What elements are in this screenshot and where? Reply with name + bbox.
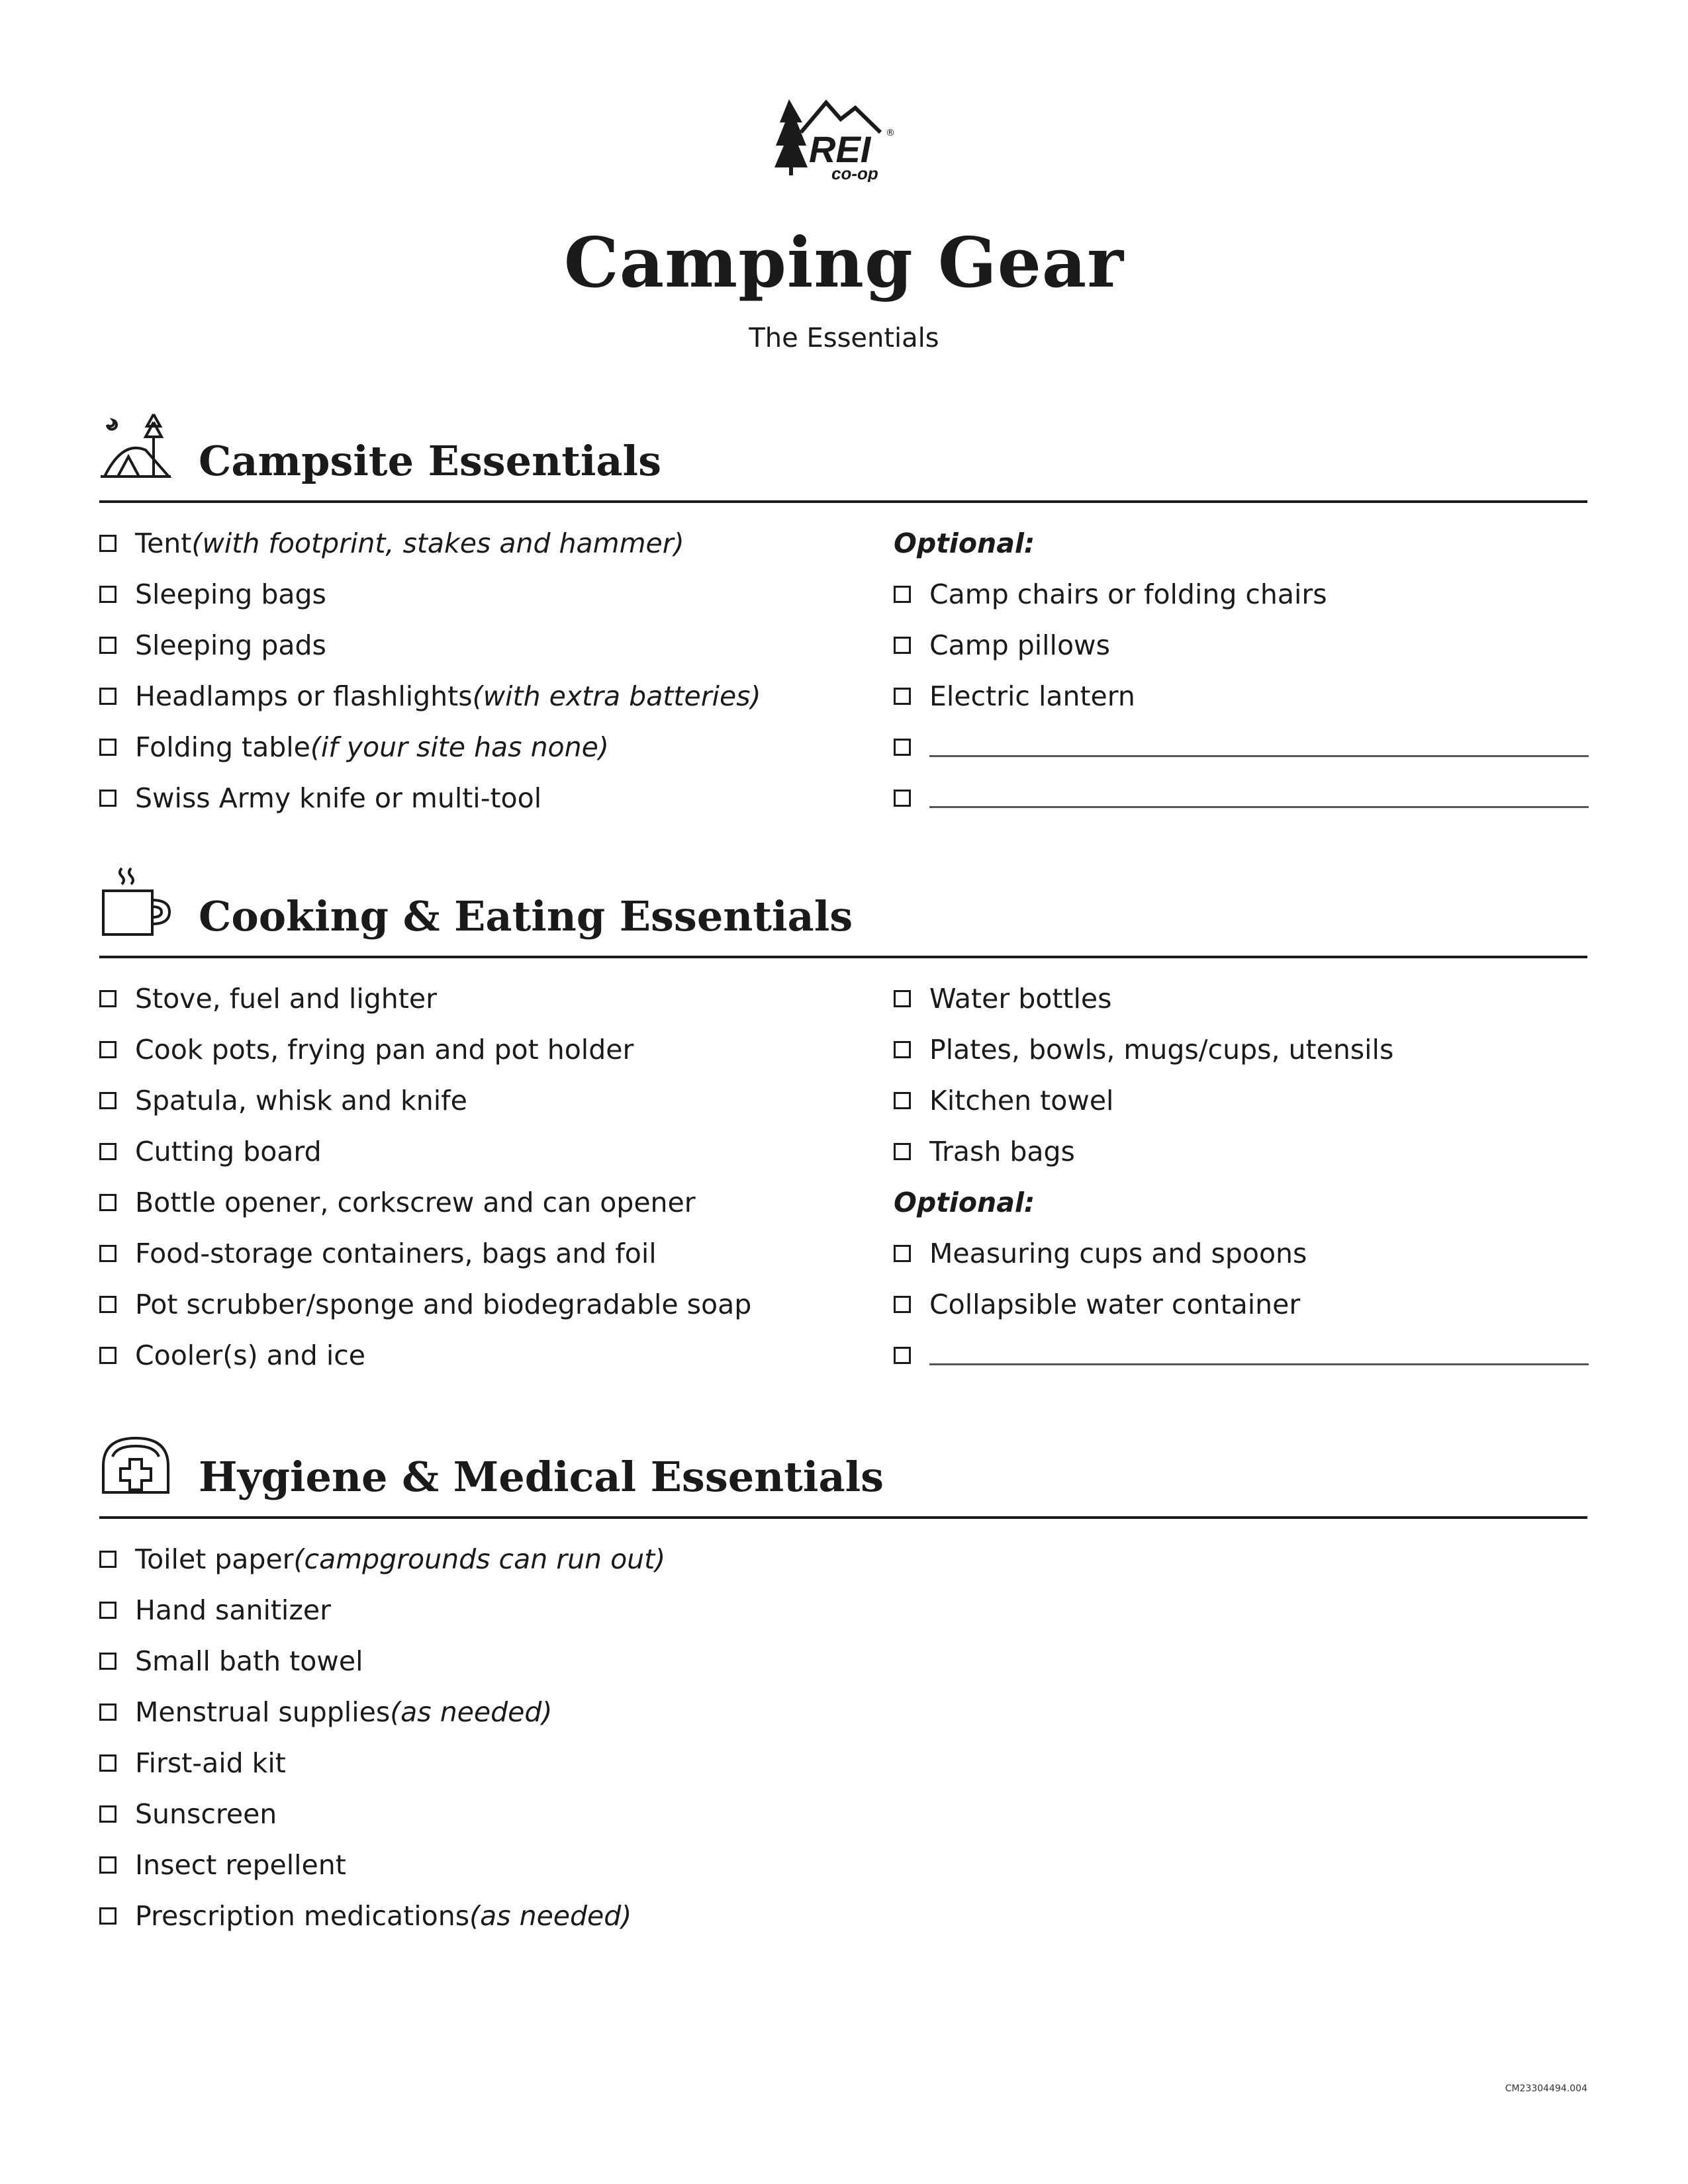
checklist-item[interactable]: Camp pillows (894, 619, 1587, 670)
checkbox[interactable] (99, 1143, 117, 1160)
checkbox[interactable] (99, 739, 117, 756)
checkbox[interactable] (99, 637, 117, 654)
checkbox[interactable] (99, 1194, 117, 1211)
checklist-item[interactable]: Toilet paper (campgrounds can run out) (99, 1533, 665, 1584)
section-title: Hygiene & Medical Essentials (199, 1453, 884, 1501)
rei-logo-icon (774, 96, 907, 182)
checklist-item[interactable]: Camp chairs or folding chairs (894, 569, 1587, 619)
checkbox[interactable] (894, 1347, 911, 1364)
checkbox[interactable] (99, 1245, 117, 1262)
section-title: Cooking & Eating Essentials (199, 892, 853, 940)
checklist-item[interactable]: Swiss Army knife or multi-tool (99, 772, 761, 823)
checklist-item[interactable]: Trash bags (894, 1126, 1587, 1177)
write-in-line[interactable] (929, 755, 1589, 757)
page-subtitle: The Essentials (749, 323, 939, 353)
campsite-left-list (99, 518, 761, 823)
checkbox[interactable] (99, 1551, 117, 1568)
checkbox[interactable] (894, 586, 911, 603)
checkbox[interactable] (894, 637, 911, 654)
checklist-item[interactable]: Water bottles (894, 973, 1587, 1024)
logo-registered-mark: ® (886, 128, 895, 138)
cooking-right-list (894, 973, 1587, 1381)
checklist-item[interactable]: Electric lantern (894, 670, 1587, 721)
checklist-item[interactable]: Bottle opener, corkscrew and can opener (99, 1177, 751, 1228)
checkbox[interactable] (894, 1245, 911, 1262)
checklist-item[interactable]: Plates, bowls, mugs/cups, utensils (894, 1024, 1587, 1075)
checkbox[interactable] (99, 1602, 117, 1619)
checklist-item[interactable]: Small bath towel (99, 1635, 665, 1686)
checklist-item[interactable]: Prescription medications (as needed) (99, 1890, 665, 1941)
checkbox[interactable] (894, 1092, 911, 1109)
checkbox[interactable] (99, 1092, 117, 1109)
checklist-item[interactable]: Measuring cups and spoons (894, 1228, 1587, 1279)
checkbox[interactable] (99, 688, 117, 705)
section-hygiene (99, 1426, 1587, 1956)
checkbox[interactable] (894, 688, 911, 705)
checkbox[interactable] (894, 790, 911, 807)
checkbox[interactable] (99, 586, 117, 603)
checkbox[interactable] (99, 1653, 117, 1670)
section-cooking (99, 866, 1587, 1382)
checkbox[interactable] (894, 1143, 911, 1160)
blank-checklist-item[interactable] (894, 772, 1589, 823)
document-code: CM23304494.004 (1505, 2083, 1587, 2094)
checklist-item[interactable]: Stove, fuel and lighter (99, 973, 751, 1024)
checklist-item[interactable]: Pot scrubber/sponge and biodegradable soap (99, 1279, 751, 1330)
checkbox[interactable] (99, 1754, 117, 1772)
checkbox[interactable] (894, 1041, 911, 1058)
campsite-right-list (894, 518, 1587, 823)
checklist-item[interactable]: Headlamps or flashlights (with extra batteries) (99, 670, 761, 721)
checklist-item[interactable]: Kitchen towel (894, 1075, 1587, 1126)
checklist-item[interactable]: Tent (with footprint, stakes and hammer) (99, 518, 761, 569)
first-aid-kit-icon (99, 1426, 172, 1499)
optional-label: Optional: (894, 1186, 1035, 1218)
hygiene-list (99, 1533, 665, 1941)
checklist-item[interactable]: Cook pots, frying pan and pot holder (99, 1024, 751, 1075)
checklist-item[interactable]: Cutting board (99, 1126, 751, 1177)
checkbox[interactable] (99, 1805, 117, 1823)
checkbox[interactable] (99, 790, 117, 807)
cooking-left-list (99, 973, 751, 1381)
checkbox[interactable] (894, 990, 911, 1007)
checkbox[interactable] (894, 1296, 911, 1313)
optional-label: Optional: (894, 527, 1035, 559)
checklist-item[interactable]: Hand sanitizer (99, 1584, 665, 1635)
checklist-item[interactable]: Sleeping bags (99, 569, 761, 619)
checkbox[interactable] (99, 535, 117, 552)
logo-sub: co-op (831, 163, 878, 182)
blank-checklist-item[interactable] (894, 721, 1589, 772)
page-title: Camping Gear (563, 222, 1125, 303)
checkbox[interactable] (99, 1041, 117, 1058)
checkbox[interactable] (99, 1704, 117, 1721)
section-divider (99, 956, 1587, 958)
section-divider (99, 1516, 1587, 1519)
blank-checklist-item[interactable] (894, 1330, 1589, 1381)
rei-logo (774, 96, 907, 182)
section-campsite (99, 410, 1587, 821)
checklist-item[interactable]: Cooler(s) and ice (99, 1330, 751, 1381)
checklist-item[interactable]: First-aid kit (99, 1737, 665, 1788)
checkbox[interactable] (894, 739, 911, 756)
section-title: Campsite Essentials (199, 437, 662, 485)
checkbox[interactable] (99, 990, 117, 1007)
coffee-mug-icon (99, 866, 172, 938)
checklist-item[interactable]: Insect repellent (99, 1839, 665, 1890)
checklist-item[interactable]: Folding table (if your site has none) (99, 721, 761, 772)
checkbox[interactable] (99, 1907, 117, 1925)
write-in-line[interactable] (929, 1363, 1589, 1365)
checklist-item[interactable]: Spatula, whisk and knife (99, 1075, 751, 1126)
checkbox[interactable] (99, 1856, 117, 1874)
section-divider (99, 500, 1587, 503)
write-in-line[interactable] (929, 806, 1589, 808)
tent-icon (99, 410, 172, 483)
checklist-item[interactable]: Food-storage containers, bags and foil (99, 1228, 751, 1279)
logo-brand: REI (809, 128, 871, 170)
checkbox[interactable] (99, 1296, 117, 1313)
checklist-item[interactable]: Menstrual supplies (as needed) (99, 1686, 665, 1737)
checklist-item[interactable]: Sleeping pads (99, 619, 761, 670)
checklist-item[interactable]: Sunscreen (99, 1788, 665, 1839)
checklist-item[interactable]: Collapsible water container (894, 1279, 1587, 1330)
checkbox[interactable] (99, 1347, 117, 1364)
